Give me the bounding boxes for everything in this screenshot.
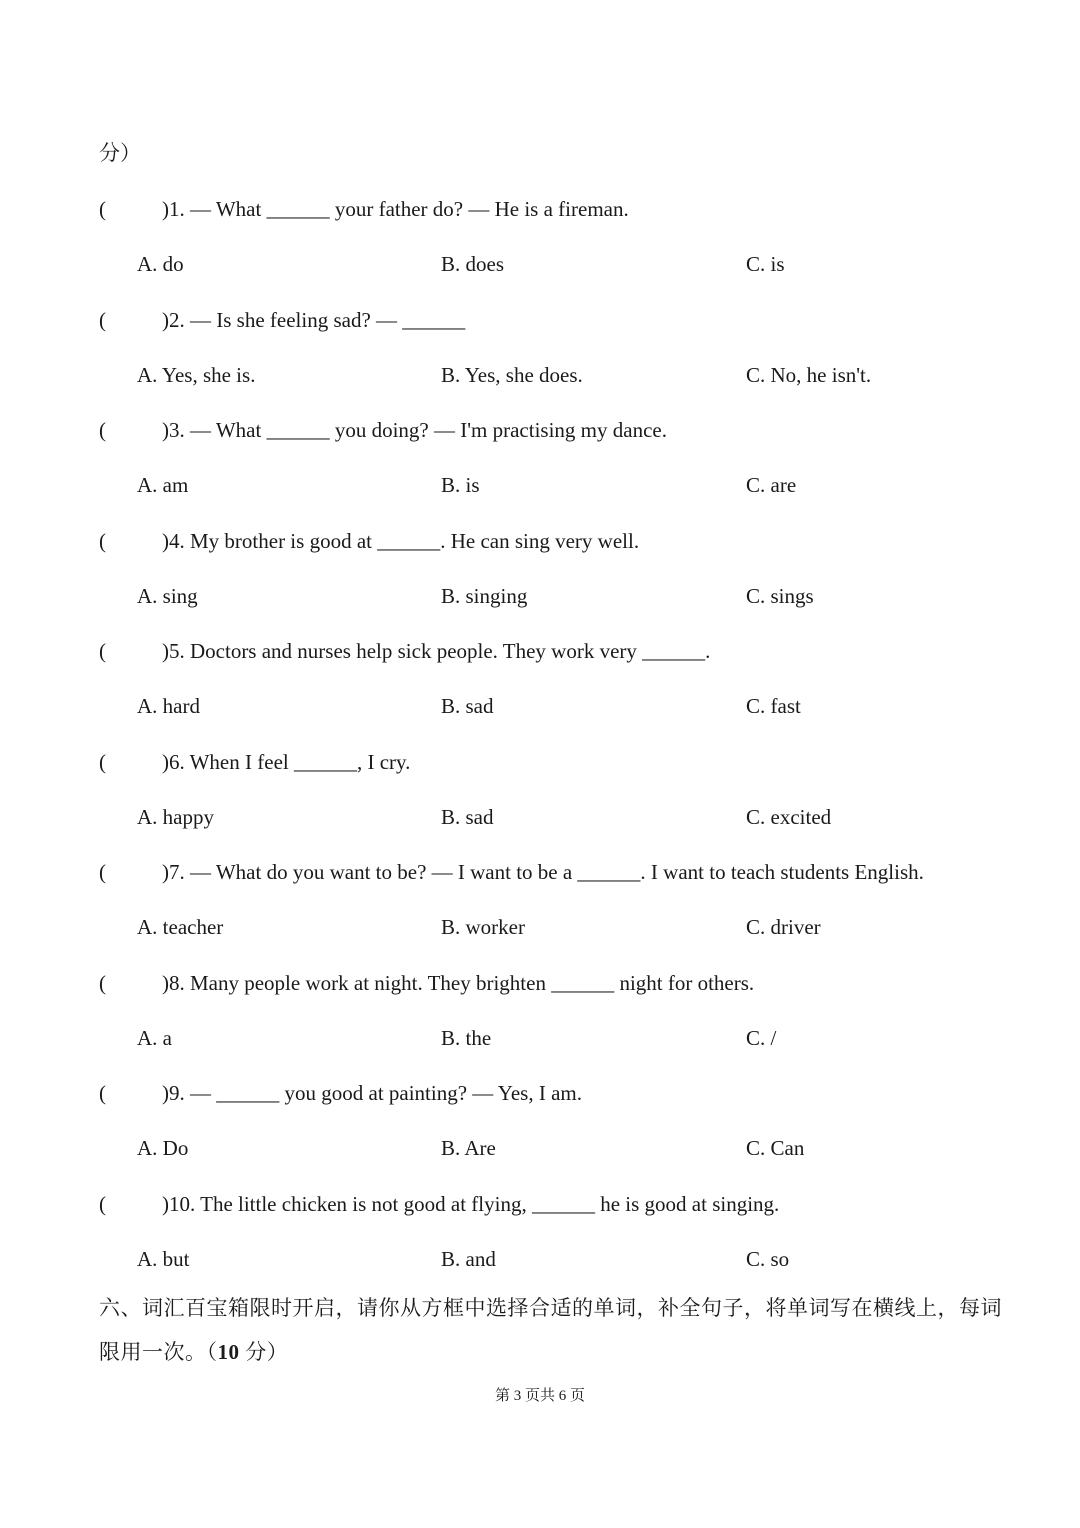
answer-option: C. excited — [746, 805, 832, 829]
answer-option: C. is — [746, 252, 785, 276]
answer-option: A. sing — [137, 584, 198, 608]
answer-option: C. are — [746, 473, 797, 497]
page-footer: 第 3 页共 6 页 — [494, 1388, 585, 1404]
answer-option: A. am — [137, 473, 189, 497]
answer-option: B. singing — [441, 584, 528, 608]
section-six-line2-suffix: 分） — [239, 1340, 289, 1364]
answer-option: A. but — [137, 1247, 190, 1271]
answer-option: C. Can — [746, 1136, 805, 1160]
answer-option: A. Yes, she is. — [137, 363, 256, 387]
question-text: )4. My brother is good at ______. He can sing very well. — [162, 529, 640, 553]
answer-option: B. sad — [441, 805, 494, 829]
answer-option: B. Are — [441, 1136, 496, 1160]
answer-option: C. sings — [746, 584, 814, 608]
answer-bracket[interactable]: ( — [99, 750, 106, 774]
question-text: )9. — ______ you good at painting? — Yes, I am. — [162, 1081, 582, 1105]
section-six-line2 — [99, 1330, 1029, 1374]
answer-option: B. is — [441, 473, 480, 497]
answer-bracket[interactable]: ( — [99, 860, 106, 884]
answer-option: A. hard — [137, 694, 200, 718]
answer-bracket[interactable]: ( — [99, 1192, 106, 1216]
answer-option: A. teacher — [137, 915, 224, 939]
section-six-line1: 六、词汇百宝箱限时开启，请你从方框中选择合适的单词，补全句子，将单词写在横线上，每词 — [99, 1296, 1002, 1320]
question-text: )2. — Is she feeling sad? — ______ — [162, 308, 466, 332]
answer-option: A. a — [137, 1026, 172, 1050]
question-text: )6. When I feel ______, I cry. — [162, 750, 411, 774]
answer-option: A. happy — [137, 805, 214, 829]
answer-option: C. driver — [746, 915, 821, 939]
answer-bracket[interactable]: ( — [99, 529, 106, 553]
question-text: )3. — What ______ you doing? — I'm practising my dance. — [162, 418, 667, 442]
answer-option: B. worker — [441, 915, 525, 939]
answer-option: C. No, he isn't. — [746, 363, 872, 387]
answer-bracket[interactable]: ( — [99, 971, 106, 995]
question-text: )10. The little chicken is not good at flying, ______ he is good at singing. — [162, 1192, 780, 1216]
answer-option: B. does — [441, 252, 504, 276]
answer-option: C. fast — [746, 694, 801, 718]
answer-option: C. / — [746, 1026, 777, 1050]
question-text: )5. Doctors and nurses help sick people. They work very ______. — [162, 639, 711, 663]
question-text: )1. — What ______ your father do? — He is a fireman. — [162, 197, 629, 221]
answer-option: B. the — [441, 1026, 492, 1050]
question-text: )8. Many people work at night. They brighten ______ night for others. — [162, 971, 755, 995]
answer-bracket[interactable]: ( — [99, 639, 106, 663]
question-text: )7. — What do you want to be? — I want to be a ______. I want to teach students English. — [162, 860, 924, 884]
answer-bracket[interactable]: ( — [99, 308, 106, 332]
answer-option: A. do — [137, 252, 184, 276]
answer-option: A. Do — [137, 1136, 189, 1160]
section-continuation: 分） — [99, 141, 141, 165]
answer-bracket[interactable]: ( — [99, 418, 106, 442]
section-six-line2-prefix: 限用一次。（ — [99, 1340, 218, 1364]
answer-bracket[interactable]: ( — [99, 197, 106, 221]
section-six-score: 10 — [217, 1340, 240, 1364]
section-six-heading — [99, 1286, 1029, 1374]
answer-option: B. and — [441, 1247, 496, 1271]
answer-bracket[interactable]: ( — [99, 1081, 106, 1105]
answer-option: C. so — [746, 1247, 790, 1271]
answer-option: B. sad — [441, 694, 494, 718]
answer-option: B. Yes, she does. — [441, 363, 583, 387]
